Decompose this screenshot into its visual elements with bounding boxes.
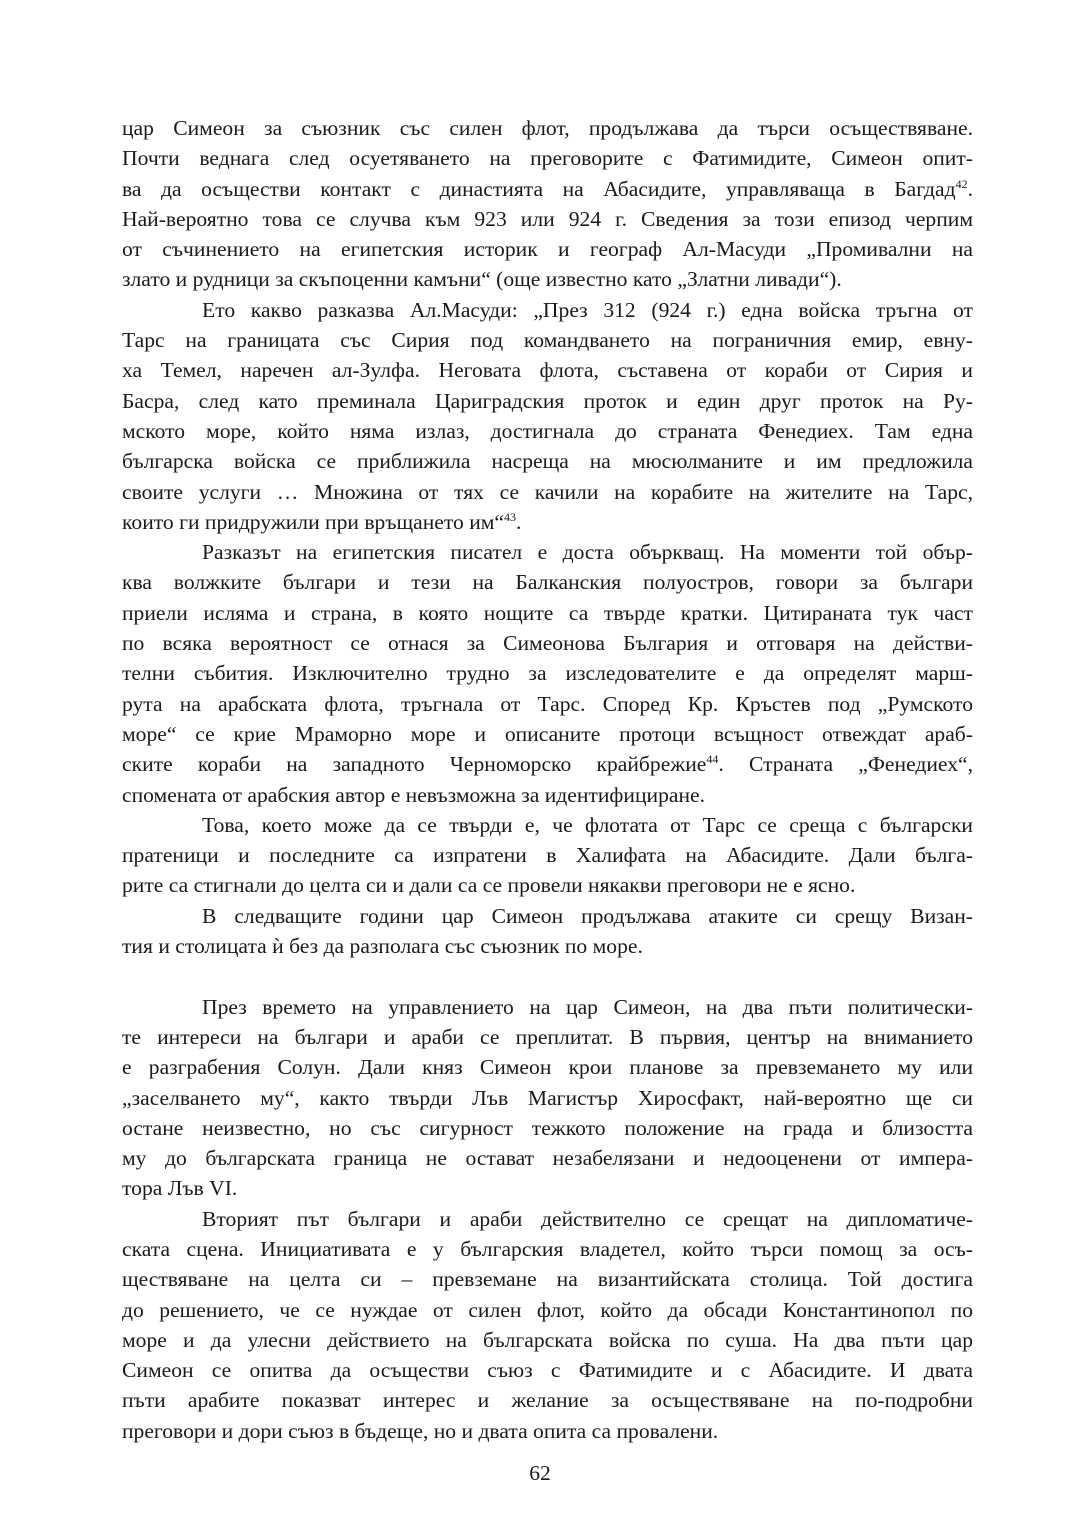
line-text: ва да осъществи контакт с династията на Абасидите, управляваща в Багдад <box>122 176 956 201</box>
text-line: ската сцена. Инициативата е у българския владетел, който търси помощ за осъ- <box>122 1236 973 1261</box>
text-line: През времето на управлението на цар Симеон, на два пъти политически- <box>202 994 973 1019</box>
text-line: Това, което може да се твърди е, че флотата от Тарс се среща с български <box>202 812 973 837</box>
text-line: телни събития. Изключително трудно за изследователите е да определят марш- <box>122 661 973 686</box>
line-text: . <box>516 509 522 534</box>
text-line: остане неизвестно, но със сигурност тежкото положение на града и близостта <box>122 1115 973 1140</box>
text-line: рите са стигнали до целта си и дали са се провели някакви преговори не е ясно. <box>122 873 856 898</box>
text-line: пратеници и последните са изпратени в Халифата на Абасидите. Дали бълга- <box>122 843 973 868</box>
line-text: които ги придружили при връщането им“ <box>122 509 505 534</box>
paragraph <box>122 537 973 810</box>
page-number: 62 <box>529 1461 551 1485</box>
paragraph-gap <box>122 961 973 991</box>
text-line: по всяка вероятност се отнася за Симеонова България и отговаря на действи- <box>122 631 973 656</box>
footnote-reference[interactable]: 42 <box>955 176 968 191</box>
line-text: ските кораби на западното Черноморско крайбрежие <box>122 752 707 777</box>
text-line: пъти арабите показват интерес и желание за осъществяване на по-подробни <box>122 1388 973 1413</box>
text-line: преговори и дори съюз в бъдеще, но и двата опита са провалени. <box>122 1418 719 1443</box>
text-line: от съчинението на египетския историк и географ Ал-Масуди „Промивални на <box>122 237 973 262</box>
paragraph <box>122 113 973 295</box>
text-line: до решението, че се нуждае от силен флот, който да обсади Константинопол по <box>122 1297 973 1322</box>
document-body <box>122 113 973 1446</box>
line-text: . Страната „Фенедиех“, <box>718 752 973 777</box>
text-line: Симеон се опитва да осъществи съюз с Фатимидите и с Абасидите. И двата <box>122 1358 973 1383</box>
text-line: „заселването му“, както твърди Лъв Магистър Хиросфакт, най-вероятно ще си <box>122 1085 973 1110</box>
text-line: ществяване на целта си – превземане на византийската столица. Той достига <box>122 1267 973 1292</box>
paragraph <box>122 901 973 962</box>
text-line: Почти веднага след осуетяването на преговорите с Фатимидите, Симеон опит- <box>122 146 973 171</box>
text-line: му до българската граница не остават незабелязани и недооценени от импера- <box>122 1146 973 1171</box>
text-line: ква волжките българи и тези на Балканския полуостров, говори за българи <box>122 570 973 595</box>
text-line: Ето какво разказва Ал.Масуди: „През 312 (924 г.) една войска тръгна от <box>202 297 973 322</box>
footnote-reference[interactable]: 43 <box>504 509 517 524</box>
text-line: те интереси на българи и араби се преплитат. В първия, център на вниманието <box>122 1024 973 1049</box>
paragraph <box>122 295 973 537</box>
text-line: цар Симеон за съюзник със силен флот, продължава да търси осъществяване. <box>122 116 973 140</box>
line-text: . <box>967 176 973 201</box>
text-line: Най-вероятно това се случва към 923 или 924 г. Сведения за този епизод черпим <box>122 206 973 231</box>
text-line <box>122 507 973 537</box>
text-line: море“ се крие Мраморно море и описаните протоци всъщност отвеждат араб- <box>122 721 973 746</box>
text-line: рута на арабската флота, тръгнала от Тарс. Според Кр. Кръстев под „Румското <box>122 691 973 716</box>
text-line: злато и рудници за скъпоценни камъни“ (още известно като „Златни ливади“). <box>122 267 842 292</box>
text-line: Басра, след като преминала Цариградския проток и един друг проток на Ру- <box>122 388 973 413</box>
text-line: ха Темел, наречен ал-Зулфа. Неговата флота, съставена от кораби от Сирия и <box>122 358 973 383</box>
text-line: Тарс на границата със Сирия под командването на пограничния емир, евну- <box>122 328 973 353</box>
text-line: Вторият път българи и араби действително се срещат на дипломатиче- <box>202 1206 973 1231</box>
text-line: своите услуги … Множина от тях се качили на корабите на жителите на Тарс, <box>122 479 973 504</box>
text-line: приели исляма и страна, в която нощите са твърде кратки. Цитираната тук част <box>122 600 973 625</box>
text-line: море и да улесни действието на българската войска по суша. На два пъти цар <box>122 1327 973 1352</box>
paragraph <box>122 992 973 1204</box>
paragraph <box>122 1204 973 1446</box>
text-line: Разказът на египетския писател е доста объркващ. На моменти той объp- <box>202 540 973 565</box>
text-line <box>122 174 973 204</box>
text-line: спомената от арабския автор е невъзможна за идентифициране. <box>122 782 706 807</box>
footnote-reference[interactable]: 44 <box>706 752 719 767</box>
text-line: мското море, който няма излаз, достигнала до страната Фенедиех. Там една <box>122 418 973 443</box>
text-line: българска войска се приближила насреща на мюсюлманите и им предложила <box>122 449 973 474</box>
text-line: е разграбения Солун. Дали княз Симеон крои планове за превземането му или <box>122 1055 973 1080</box>
text-line: тия и столицата ѝ без да разполага със съюзник по море. <box>122 934 643 959</box>
text-line: В следващите години цар Симеон продължава атаките си срещу Визан- <box>202 903 973 928</box>
text-line: тора Лъв VI. <box>122 1176 238 1201</box>
paragraph <box>122 810 973 901</box>
text-line <box>122 749 973 779</box>
